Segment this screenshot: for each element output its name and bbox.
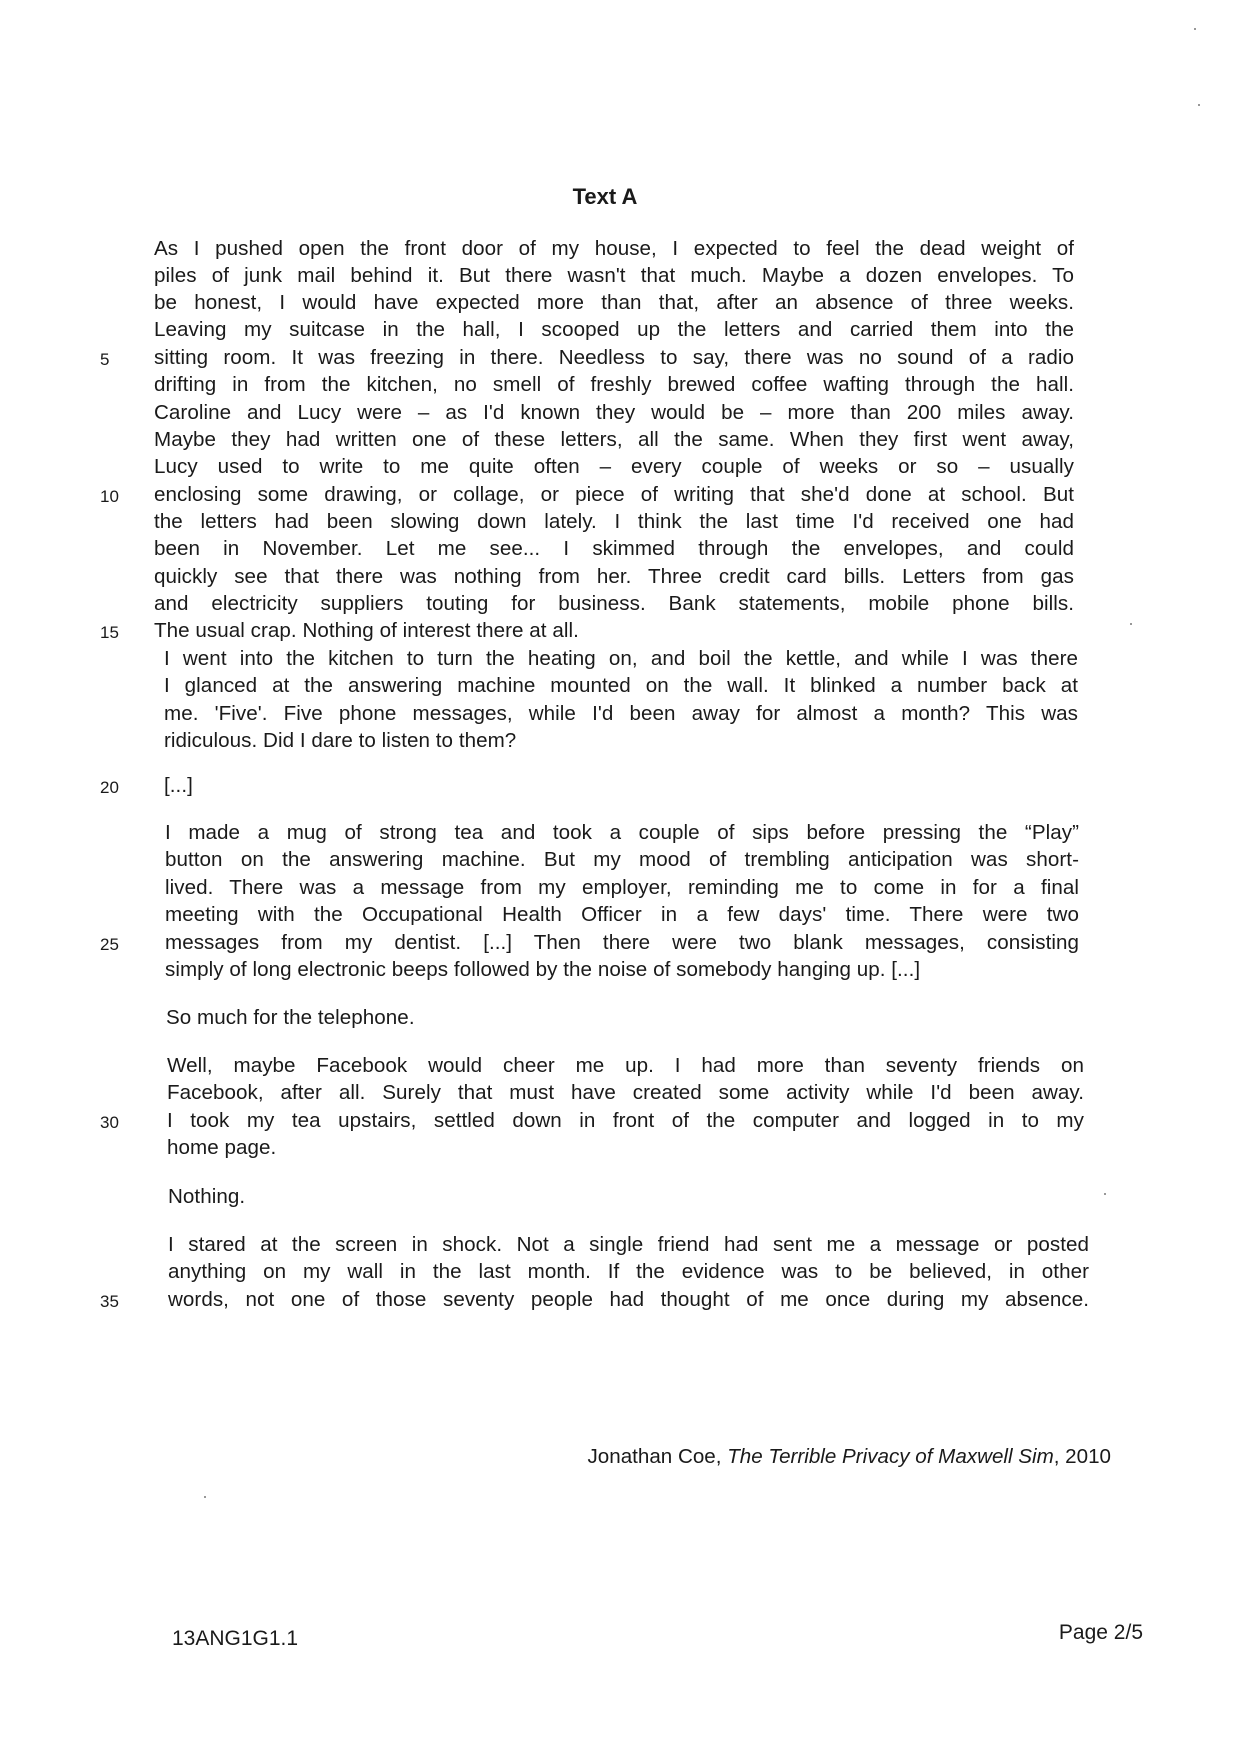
text-line: and electricity suppliers touting for business. Bank statements, mobile phone bills.: [154, 592, 1074, 615]
text-line: Leaving my suitcase in the hall, I scooped up the letters and carried them into the: [154, 318, 1074, 341]
attribution-author: Jonathan Coe,: [587, 1445, 728, 1468]
line-number: 20: [100, 778, 119, 797]
text-line: me. 'Five'. Five phone messages, while I'd been away for almost a month? This was: [164, 702, 1078, 725]
text-line: ridiculous. Did I dare to listen to them?: [164, 729, 517, 752]
scan-speck: [1194, 28, 1196, 30]
text-line: I stared at the screen in shock. Not a single friend had sent me a message or posted: [168, 1233, 1089, 1256]
document-code: 13ANG1G1.1: [172, 1627, 299, 1650]
scan-speck: [204, 1496, 206, 1498]
page-title: Text A: [572, 184, 638, 209]
text-line: Maybe they had written one of these letters, all the same. When they first went away,: [154, 428, 1074, 451]
text-line: I glanced at the answering machine mounted on the wall. It blinked a number back at: [164, 674, 1078, 697]
scan-speck: [1104, 1193, 1106, 1195]
attribution-year: , 2010: [1053, 1445, 1111, 1468]
text-line: I went into the kitchen to turn the heating on, and boil the kettle, and while I was there: [164, 647, 1078, 670]
text-line: So much for the telephone.: [166, 1006, 415, 1029]
text-line: simply of long electronic beeps followed by the noise of somebody hanging up. [...]: [165, 958, 921, 981]
text-line: As I pushed open the front door of my house, I expected to feel the dead weight of: [154, 237, 1074, 260]
text-line: Well, maybe Facebook would cheer me up. I had more than seventy friends on: [167, 1054, 1084, 1077]
text-line: drifting in from the kitchen, no smell of freshly brewed coffee wafting through the hall.: [154, 373, 1074, 396]
line-number: 15: [100, 623, 119, 642]
text-line: messages from my dentist. [...] Then there were two blank messages, consisting: [165, 931, 1079, 954]
text-line: Lucy used to write to me quite often – every couple of weeks or so – usually: [154, 455, 1074, 478]
text-line: Facebook, after all. Surely that must have created some activity while I'd been away.: [167, 1081, 1084, 1104]
text-line: I made a mug of strong tea and took a couple of sips before pressing the “Play”: [165, 821, 1079, 844]
text-line: meeting with the Occupational Health Officer in a few days' time. There were two: [165, 903, 1079, 926]
scan-speck: [1130, 623, 1132, 625]
text-line: words, not one of those seventy people had thought of me once during my absence.: [168, 1288, 1089, 1311]
text-line: button on the answering machine. But my mood of trembling anticipation was short-: [165, 848, 1079, 871]
text-line: sitting room. It was freezing in there. Needless to say, there was no sound of a radio: [154, 346, 1074, 369]
text-line: enclosing some drawing, or collage, or piece of writing that she'd done at school. But: [154, 483, 1074, 506]
line-number: 5: [100, 350, 110, 369]
text-line: be honest, I would have expected more than that, after an absence of three weeks.: [154, 291, 1074, 314]
text-line: Caroline and Lucy were – as I'd known they would be – more than 200 miles away.: [154, 401, 1074, 424]
line-number: 10: [100, 487, 119, 506]
page-number: Page 2/5: [1058, 1621, 1143, 1644]
text-line: home page.: [167, 1136, 277, 1159]
text-line: quickly see that there was nothing from her. Three credit card bills. Letters from gas: [154, 565, 1074, 588]
attribution-work-title: The Terrible Privacy of Maxwell Sim: [727, 1445, 1054, 1468]
scan-speck: [1198, 104, 1200, 106]
line-number: 35: [100, 1292, 119, 1311]
line-number: 30: [100, 1113, 119, 1132]
text-line: lived. There was a message from my employer, reminding me to come in for a final: [165, 876, 1079, 899]
text-line: been in November. Let me see... I skimmed through the envelopes, and could: [154, 537, 1074, 560]
text-line: Nothing.: [168, 1185, 246, 1208]
line-number: 25: [100, 935, 119, 954]
text-line: The usual crap. Nothing of interest there at all.: [154, 619, 579, 642]
text-line: [...]: [164, 774, 193, 797]
text-line: the letters had been slowing down lately. I think the last time I'd received one had: [154, 510, 1074, 533]
text-line: anything on my wall in the last month. If the evidence was to be believed, in other: [168, 1260, 1089, 1283]
source-attribution: [588, 1444, 1112, 1470]
text-line: piles of junk mail behind it. But there wasn't that much. Maybe a dozen envelopes. To: [154, 264, 1074, 287]
text-line: I took my tea upstairs, settled down in front of the computer and logged in to my: [167, 1109, 1084, 1132]
